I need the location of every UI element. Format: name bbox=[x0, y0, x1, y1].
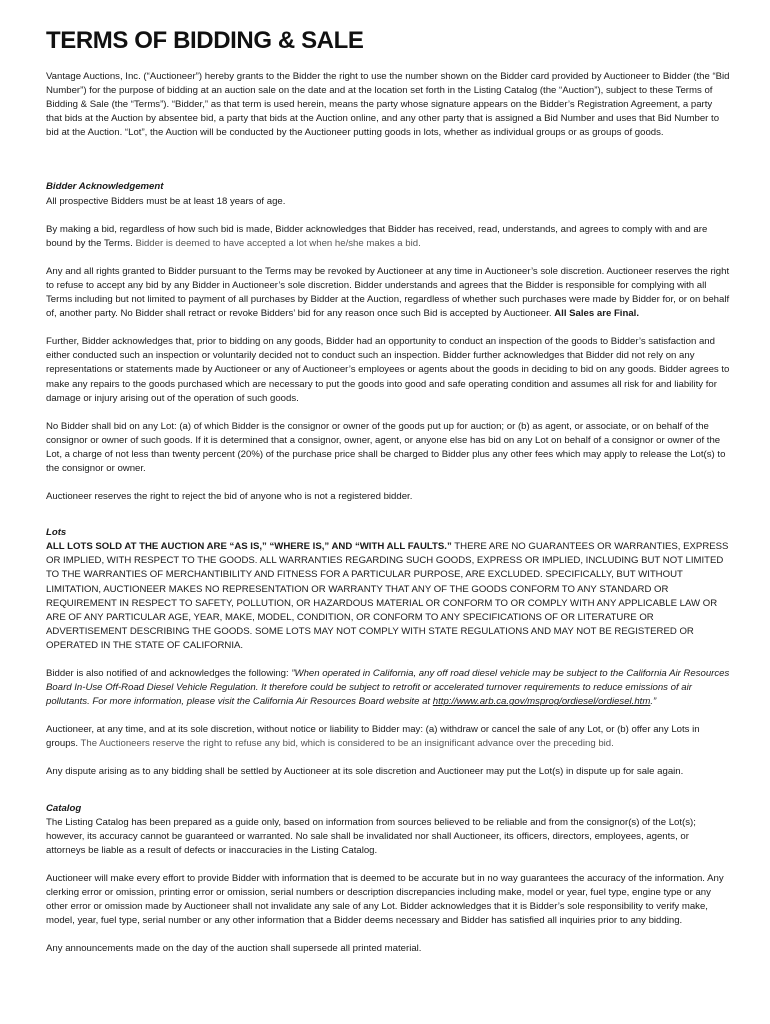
section-heading-acknowledgement: Bidder Acknowledgement bbox=[46, 181, 164, 193]
section-heading-lots: Lots bbox=[46, 527, 67, 539]
rights-revocation-paragraph bbox=[46, 265, 730, 321]
warranty-disclaimer-text: THERE ARE NO GUARANTEES OR WARRANTIES, EXPRESS OR IMPLIED, WITH RESPECT TO THE GOODS. ALL WARRANTIES REGARDING SUCH GOODS, EXPRESS OR IMPLIED, INCLUDING BUT NOT LIMITED TO THE WARRANTIES OF MERCHANTIBILITY AND FITNESS FOR A PARTICULAR PURPOSE, ARE EXCLUDED. SPECIFICALLY, BUT WITHOUT LIMITATION, AUCTIONEER MAKES NO REPRESENTATION OR WARRANTY THAT ANY OF THE GOODS CONFORM TO ANY STANDARD OR REQUIREMENT IN RESPECT TO SAFETY, POLLUTION, OR HAZARDOUS MATERIAL OR CONFORM TO OR COMPLY WITH ANY APPLICABLE LAW OR ARE OF ANY PARTICULAR AGE, YEAR, MAKE, MODEL, CONDITION, OR CONFORM TO ANY SPECIFICATIONS OF OR LITERATURE OR ADVERTISEMENT DESCRIBING THE GOODS. SOME LOTS MAY NOT COMPLY WITH STATE REGULATIONS AND MAY NOT BE REGISTERED OR OPERATED IN THE STATE OF CALIFORNIA. bbox=[46, 541, 729, 651]
consignor-bidding-paragraph: No Bidder shall bid on any Lot: (a) of which Bidder is the consignor or owner of the goods put up for auction; or (b) as agent, or associate, or on behalf of the consignor or owner of such goods. If it is determined that a consignor, owner, agent, or anyone else has bid on any Lot on behalf of a consignor or owner of the Lot, a charge of not less than twenty percent (20%) of the purchase price shall be charged to Bidder plus any other fees which may apply to release the Lot(s) to the consignor or owner. bbox=[46, 420, 726, 474]
bid-acceptance-paragraph bbox=[46, 223, 730, 251]
catalog-accuracy-paragraph: Auctioneer will make every effort to provide Bidder with information that is deemed to be accurate but in no way guarantees the accuracy of the information. Any clerking error or omission, printing error or omission, serial numbers or description discrepancies including make, model or year, fuel type, engine type or any other error or omission made by Auctioneer shall not invalidate any sale of any Lot. Bidder acknowledges that it is Bidder’s sole responsibility to verify make, model, year, fuel type, serial number or any other information that a Bidder deems necessary and Bidder has satisfied all inquiries prior to any bidding. bbox=[46, 872, 724, 927]
carb-notice-quote: ”When operated in California, any off road diesel vehicle may be subject to the California Air Resources Board In-Use Off-Road Diesel Vehicle Regulation. It therefore could be subject to retrofit or accelerated turnover requirements to reduce emissions of air pollutants. For more information, please visit the California Air Resources Board website at bbox=[46, 668, 730, 708]
carb-notice-intro: Bidder is also notified of and acknowledges the following: bbox=[46, 668, 292, 679]
carb-notice-paragraph bbox=[46, 667, 730, 709]
all-sales-final-text: All Sales are Final. bbox=[554, 308, 640, 320]
dispute-paragraph: Any dispute arising as to any bidding shall be settled by Auctioneer at its sole discretion and Auctioneer may put the Lot(s) in dispute up for sale again. bbox=[46, 766, 684, 778]
rights-revocation-text: Any and all rights granted to Bidder pursuant to the Terms may be revoked by Auctioneer at any time in Auctioneer’s sole discretion. Auctioneer reserves the right to refuse to accept any bid by any Bidder in Auctioneer’s sole discretion. Bidder understands and agrees that the Bidder is responsible for complying with all Terms including but not limited to payment of all purchases by Bidder at the Auction, regardless of whether such purchases were made by Bidder for, or on behalf of, another party. No Bidder shall retract or revoke Bidders’ bid for any reason once such Bid is accepted by Auctioneer. bbox=[46, 265, 730, 320]
section-heading-catalog: Catalog bbox=[46, 802, 82, 814]
bid-deemed-accepted-text: Bidder is deemed to have accepted a lot when he/she makes a bid. bbox=[135, 237, 421, 249]
withdraw-lots-text: Auctioneer, at any time, and at its sole discretion, without notice or liability to Bidder may: (a) withdraw or cancel the sale of any Lot, or (b) offer any Lots in groups. bbox=[46, 724, 700, 750]
announcements-paragraph: Any announcements made on the day of the auction shall supersede all printed material. bbox=[46, 943, 422, 955]
withdraw-lots-paragraph bbox=[46, 723, 730, 751]
as-is-paragraph bbox=[46, 540, 730, 653]
inspection-paragraph: Further, Bidder acknowledges that, prior to bidding on any goods, Bidder had an opportunity to conduct an inspection of the goods to Bidder’s satisfaction and either conducted such an inspection or voluntarily decided not to conduct such an inspection. Bidder further acknowledges that Bidder did not rely on any representations or statements made by Auctioneer or any of Auctioneer’s employees or agents about the goods in deciding to bid on any goods. Bidder agrees to make any repairs to the goods purchased which are necessary to put the goods into good and safe operating condition and assumes all risk for and liability for damage or injury arising out of the operation of such goods. bbox=[46, 336, 730, 404]
bid-acceptance-text: By making a bid, regardless of how such bid is made, Bidder acknowledges that Bidder has received, read, understands, and agrees to comply with and are bound by the Terms. bbox=[46, 223, 708, 249]
as-is-bold-text: ALL LOTS SOLD AT THE AUCTION ARE “AS IS,” “WHERE IS,” AND “WITH ALL FAULTS.” bbox=[46, 541, 452, 553]
refuse-bid-text: The Auctioneers reserve the right to refuse any bid, which is considered to be an insignificant advance over the preceding bid. bbox=[80, 738, 614, 750]
carb-website-link[interactable]: http://www.arb.ca.gov/msprog/ordiesel/ordiesel.htm bbox=[432, 696, 651, 708]
carb-notice-end: .” bbox=[650, 696, 657, 708]
catalog-guide-paragraph: The Listing Catalog has been prepared as a guide only, based on information from sources believed to be reliable and from the consignor(s) of the Lot(s); however, its accuracy cannot be guaranteed or warranted. No sale shall be invalidated nor shall Auctioneer, its officers, directors, employees, agents, or attorneys be liable as a result of defects or inaccuracies in the Listing Catalog. bbox=[46, 816, 696, 856]
registered-bidder-paragraph: Auctioneer reserves the right to reject the bid of anyone who is not a registered bidder. bbox=[46, 491, 413, 503]
page-title: TERMS OF BIDDING & SALE bbox=[46, 27, 364, 54]
age-requirement-paragraph: All prospective Bidders must be at least 18 years of age. bbox=[46, 195, 286, 207]
intro-paragraph: Vantage Auctions, Inc. (“Auctioneer”) hereby grants to the Bidder the right to use the number shown on the Bidder card provided by Auctioneer to Bidder (the “Bid Number”) for the purpose of bidding at an auction sale on the date and at the location set forth in the Listing Catalog (the “Auction”), subject to these Terms of Bidding & Sale (the “Terms”). “Bidder,” as that term is used herein, means the party whose signature appears on the Bidder’s Registration Agreement, a party that bids at the Auction by absentee bid, a party that bids at the Auction online, and any other party that is assigned a Bid Number and uses that Bid Number to bid at the Auction. “Lot”, the Auction will be conducted by the Auctioneer putting goods in lots, whether as individual groups or as groups of goods. bbox=[46, 71, 730, 139]
